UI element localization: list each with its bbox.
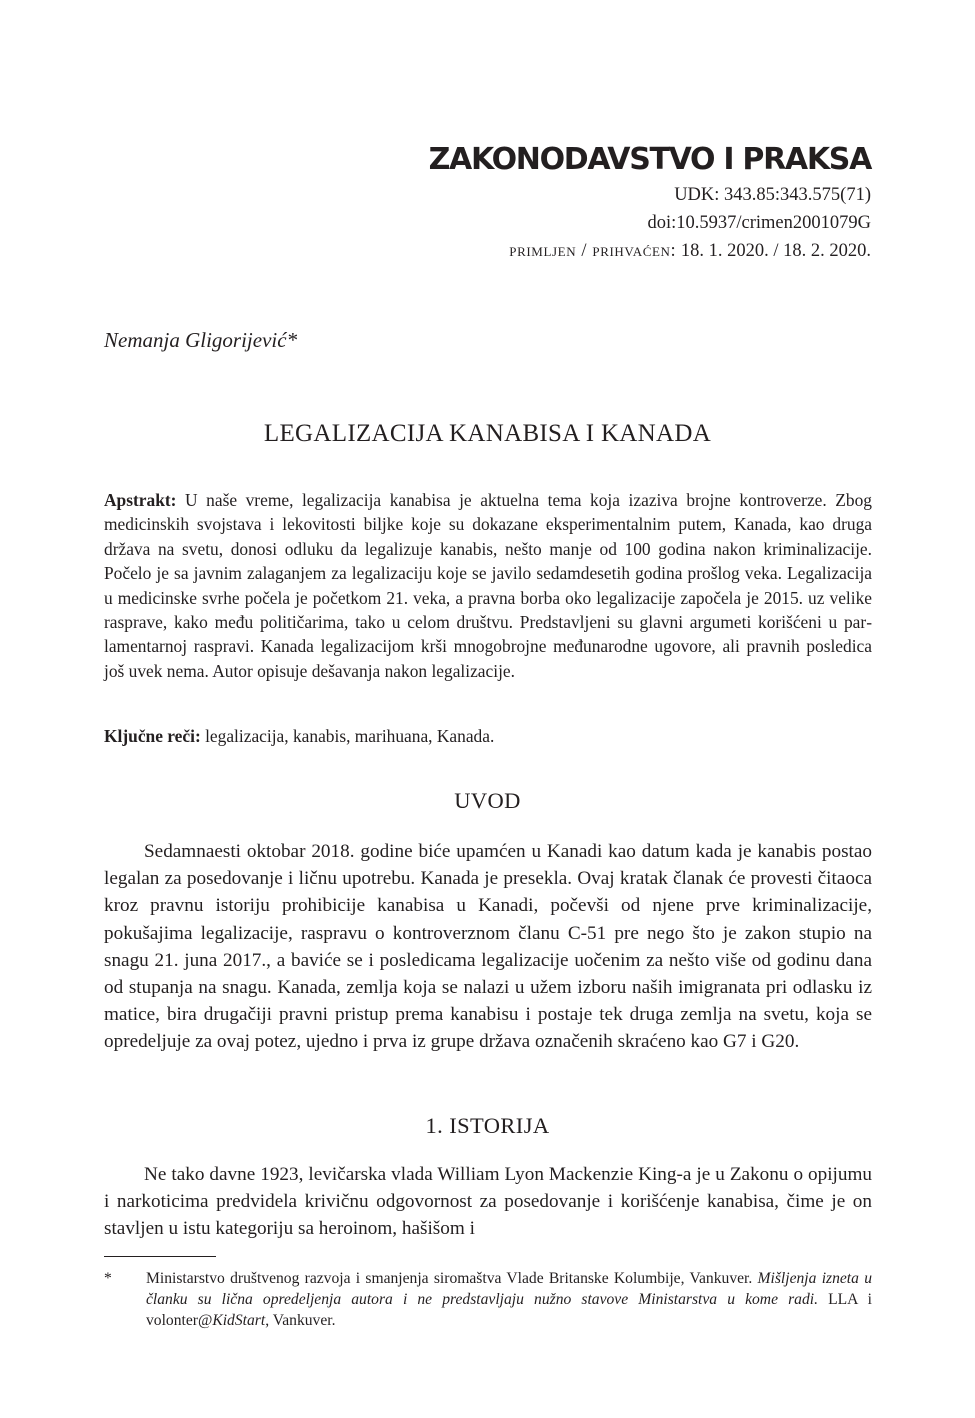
body-paragraph: Sedamnaesti oktobar 2018. godine biće upamćen u Kanadi kao datum kada je kanabis postao legalan za posedovanje i ličnu upotrebu. Kanada je presekla. Ovaj kratak članak će provesti čitaoca kroz pravnu istoriju prohibicije kanabisa u Kanadi, počevši od njene prve kriminalizacije, pokušajima legalizacije, raspravu o kontroverznom članu C-51 pre nego što je zakon stupio na snagu 21. juna 2017., a baviće se i posledicama legalizacije uočenim za nešto više od godinu dana od stupanja na snagu. Kanada, zemlja koja se nalazi u užem izboru naših imigranata pri odlasku iz matice, bira drugačiji pravni pristup prema kanabisu i postaje tek druga zemlja na svetu, koja se opredeljuje za ovaj potez, ujedno i prva iz grupe država označenih skraćeno kao G7 i G20. — [104, 841, 872, 1053]
footnote-affiliation: Ministarstvo društvenog razvoja i smanjenja siromaštva Vlade Britanske Kolumbije, Vankuver. — [146, 1270, 758, 1287]
footnote-org: KidStart — [212, 1312, 266, 1330]
abstract-label: Apstrakt: — [104, 490, 177, 510]
received-accepted-dates — [509, 241, 871, 262]
author — [104, 328, 297, 353]
footnote-disclaimer: Mišljenja izneta u članku su lična opredeljenja autora i ne predstavljaju nužno stavove Ministarstva u kome radi. — [146, 1270, 872, 1309]
footnote-marker: * — [104, 1270, 112, 1287]
section-heading-uvod: UVOD — [454, 788, 521, 813]
footnote — [104, 1268, 872, 1332]
footnote-separator — [104, 1256, 216, 1257]
abstract-text: U naše vreme, legalizacija kanabisa je aktuelna tema koja izaziva brojne kontroverze. Zbog medicinskih svojstava i lekovitosti biljke koje su dokazane eksperimentalnim putem, Kanada, kao druga država na svetu, donosi odluku da legalizuje kanabis, nešto manje od 100 godina nakon kriminalizacije. Počelo je sa javnim zalaganjem za legalizaciju koje se javilo sedamdesetih godina prošlog veka. Legalizacija u medicinske svrhe počela je početkom 21. veka, a pravna borba oko legalizacije započela je 2015. uz velike rasprave, kako među političarima, tako u celom društvu. Predstavljeni su glavni argumeti korišćeni u parlamentarnoj raspravi. Kanada legalizacijom krši mnogobrojne međunarodne ugovore, ali pravnih posledica još uvek nema. Autor opisuje dešavanja nakon legalizacije. — [104, 490, 872, 681]
article-title: LEGALIZACIJA KANABISA I KANADA — [263, 420, 712, 447]
body-paragraph: Ne tako davne 1923, levičarska vlada William Lyon Mackenzie King-a je u Zakonu o opijumu i narkoticima predvidela krivičnu odgovornost za posedovanje i korišćenje kanabisa, čime je on stavljen u istu kategoriju sa heroinom, hašišom i — [104, 1164, 872, 1240]
footnote-tail: , Vankuver. — [265, 1312, 336, 1330]
keywords-text: legalizacija, kanabis, marihuana, Kanada. — [200, 726, 495, 746]
section-heading-istorija: 1. ISTORIJA — [425, 1113, 550, 1138]
author-footnote-marker: * — [286, 328, 298, 352]
footnote-extra: LLA i volonter@ — [146, 1291, 872, 1330]
author-name: Nemanja Gligorijević — [104, 328, 287, 352]
footnote-text — [146, 1268, 872, 1332]
abstract — [104, 488, 872, 683]
dates-label: primljen / prihvaćen: — [509, 241, 677, 261]
journal-section-title: ZAKONODAVSTVO I PRAKSA — [428, 142, 871, 177]
keywords-label: Ključne reči: — [104, 726, 201, 746]
keywords — [104, 724, 872, 748]
udk-code: UDK: 343.85:343.575(71) — [674, 185, 871, 205]
doi: doi:10.5937/crimen2001079G — [647, 213, 871, 233]
dates-value: 18. 1. 2020. / 18. 2. 2020. — [676, 241, 871, 261]
